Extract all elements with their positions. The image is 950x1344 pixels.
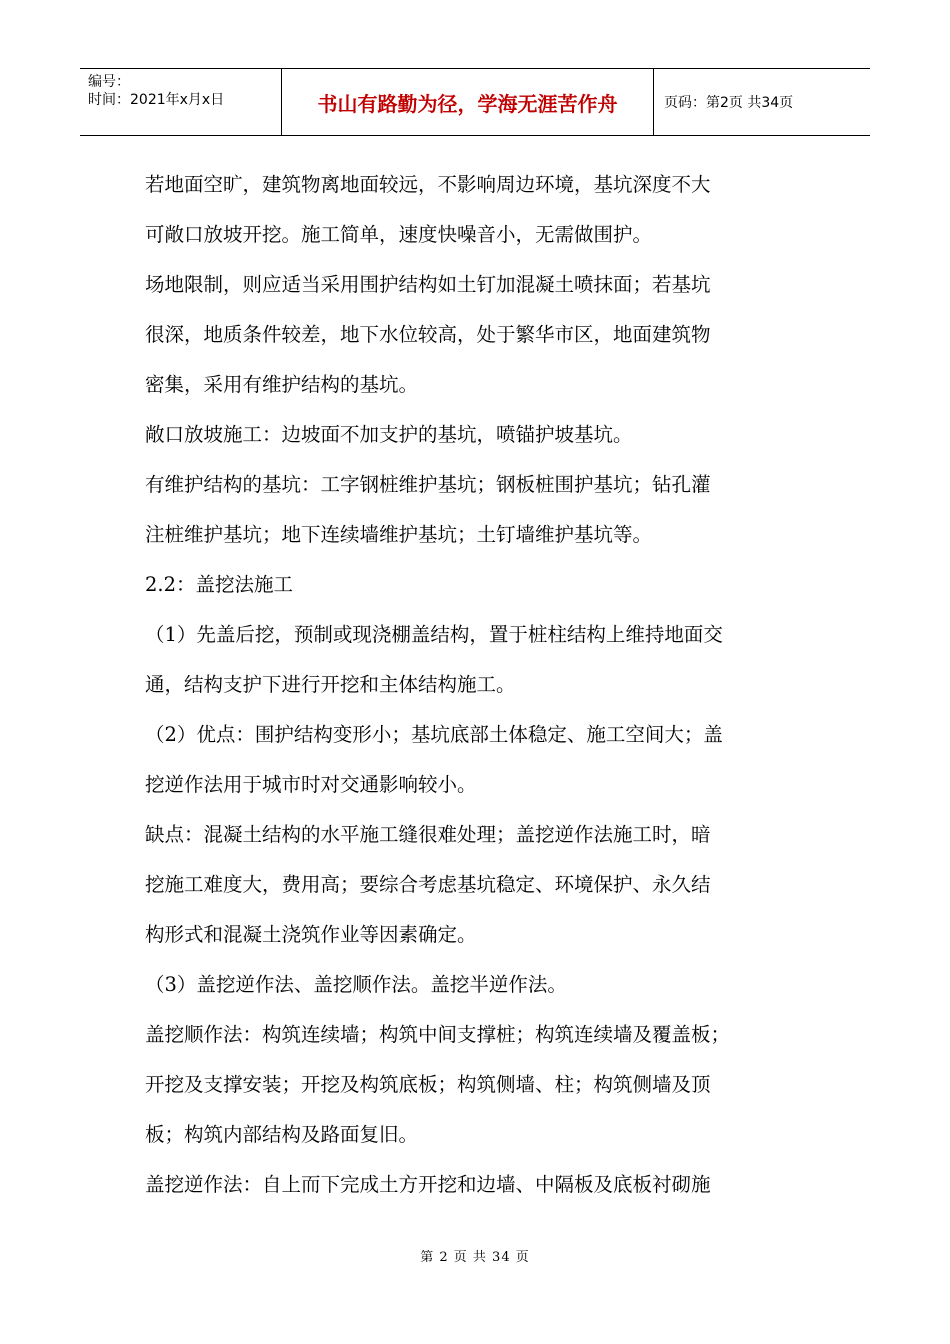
text-line: （3）盖挖逆作法、盖挖顺作法。盖挖半逆作法。 (145, 973, 567, 996)
text-line: 板；构筑内部结构及路面复旧。 (145, 1123, 419, 1146)
text-line: 通，结构支护下进行开挖和主体结构施工。 (145, 673, 516, 696)
document-date: 时间：2021年x月x日 (88, 92, 225, 108)
text-line: 密集，采用有维护结构的基坑。 (145, 373, 419, 396)
text-line: 盖挖逆作法：自上而下完成土方开挖和边墙、中隔板及底板衬砌施 (145, 1173, 711, 1196)
header-motto: 书山有路勤为径，学海无涯苦作舟 (282, 69, 654, 135)
text-line: 开挖及支撑安装；开挖及构筑底板；构筑侧墙、柱；构筑侧墙及顶 (145, 1073, 711, 1096)
document-number-label: 编号： (88, 74, 130, 90)
section-heading: 2.2：盖挖法施工 (145, 573, 294, 596)
text-line: 敞口放坡施工：边坡面不加支护的基坑，喷锚护坡基坑。 (145, 423, 633, 446)
text-line: 挖施工难度大，费用高；要综合考虑基坑稳定、环境保护、永久结 (145, 873, 711, 896)
text-line: 很深，地质条件较差，地下水位较高，处于繁华市区，地面建筑物 (145, 323, 711, 346)
text-line: 场地限制，则应适当采用围护结构如土钉加混凝土喷抹面；若基坑 (145, 273, 711, 296)
text-line: （1）先盖后挖，预制或现浇棚盖结构，置于桩柱结构上维持地面交 (145, 623, 723, 646)
text-line: 有维护结构的基坑：工字钢桩维护基坑；钢板桩围护基坑；钻孔灌 (145, 473, 711, 496)
document-body (145, 160, 810, 1210)
text-line: 盖挖顺作法：构筑连续墙；构筑中间支撑桩；构筑连续墙及覆盖板； (145, 1023, 731, 1046)
text-line: 缺点：混凝土结构的水平施工缝很难处理；盖挖逆作法施工时，暗 (145, 823, 711, 846)
text-line: （2）优点：围护结构变形小；基坑底部土体稳定、施工空间大；盖 (145, 723, 723, 746)
text-line: 注桩维护基坑；地下连续墙维护基坑；土钉墙维护基坑等。 (145, 523, 653, 546)
header-meta (80, 69, 282, 135)
text-line: 若地面空旷，建筑物离地面较远，不影响周边环境，基坑深度不大 (145, 173, 711, 196)
text-line: 可敞口放坡开挖。施工简单，速度快噪音小，无需做围护。 (145, 223, 653, 246)
text-line: 构形式和混凝土浇筑作业等因素确定。 (145, 923, 477, 946)
text-line: 挖逆作法用于城市时对交通影响较小。 (145, 773, 477, 796)
header-page-info: 页码：第2页 共34页 (664, 95, 794, 111)
page-footer: 第 2 页 共 34 页 (420, 1250, 530, 1265)
page-header (80, 68, 870, 136)
